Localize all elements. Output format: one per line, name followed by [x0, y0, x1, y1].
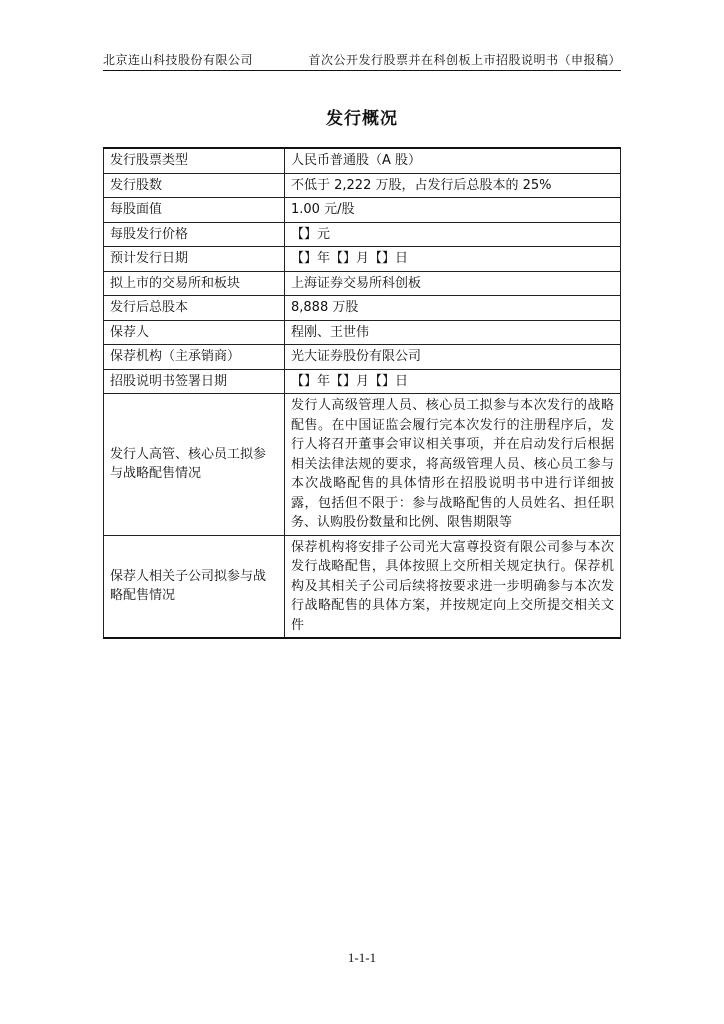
- row-label: 每股发行价格: [104, 222, 285, 247]
- page-header: [103, 50, 621, 68]
- header-document-name: 首次公开发行股票并在科创板上市招股说明书（申报稿）: [308, 53, 621, 67]
- header-divider: [103, 70, 621, 71]
- row-label: 发行人高管、核心员工拟参与战略配售情况: [104, 394, 285, 536]
- page-number: 1-1-1: [347, 950, 377, 965]
- table-row: [104, 296, 621, 321]
- table-row: [104, 394, 621, 536]
- row-label: 每股面值: [104, 198, 285, 223]
- table-row: [104, 222, 621, 247]
- row-value: 保荐机构将安排子公司光大富尊投资有限公司参与本次发行战略配售，具体按照上交所相关规定执行。保荐机构及其相关子公司后续将按要求进一步明确参与本次发行战略配售的具体方案，并按规定向上交所提交相关文件: [285, 535, 621, 638]
- issuance-overview-table: [103, 147, 621, 639]
- row-label: 保荐人相关子公司拟参与战略配售情况: [104, 535, 285, 638]
- row-label: 保荐人: [104, 320, 285, 345]
- page-title: 发行概况: [326, 109, 398, 129]
- row-value: 上海证券交易所科创板: [285, 271, 621, 296]
- row-value: 光大证券股份有限公司: [285, 345, 621, 370]
- row-label: 预计发行日期: [104, 247, 285, 272]
- table-row: [104, 345, 621, 370]
- row-value: 【】元: [285, 222, 621, 247]
- table-row: [104, 148, 621, 173]
- header-company-name: 北京连山科技股份有限公司: [103, 53, 254, 67]
- row-label: 发行股票类型: [104, 148, 285, 173]
- row-value: 不低于 2,222 万股，占发行后总股本的 25%: [285, 173, 621, 198]
- row-value: 【】年【】月【】日: [285, 247, 621, 272]
- table-row: [104, 369, 621, 394]
- row-value: 1.00 元/股: [285, 198, 621, 223]
- row-value: 人民币普通股（A 股）: [285, 148, 621, 173]
- row-value: 程刚、王世伟: [285, 320, 621, 345]
- table-row: [104, 198, 621, 223]
- table-row: [104, 535, 621, 638]
- row-label: 发行股数: [104, 173, 285, 198]
- table-row: [104, 320, 621, 345]
- row-value: 【】年【】月【】日: [285, 369, 621, 394]
- table-row: [104, 271, 621, 296]
- row-value: 8,888 万股: [285, 296, 621, 321]
- row-value: 发行人高级管理人员、核心员工拟参与本次发行的战略配售。在中国证监会履行完本次发行的注册程序后，发行人将召开董事会审议相关事项，并在启动发行后根据相关法律法规的要求，将高级管理人员、核心员工参与本次战略配售的具体情形在招股说明书中进行详细披露，包括但不限于：参与战略配售的人员姓名、担任职务、认购股份数量和比例、限售期限等: [285, 394, 621, 536]
- row-label: 拟上市的交易所和板块: [104, 271, 285, 296]
- row-label: 招股说明书签署日期: [104, 369, 285, 394]
- table-row: [104, 247, 621, 272]
- row-label: 发行后总股本: [104, 296, 285, 321]
- row-label: 保荐机构（主承销商）: [104, 345, 285, 370]
- table-row: [104, 173, 621, 198]
